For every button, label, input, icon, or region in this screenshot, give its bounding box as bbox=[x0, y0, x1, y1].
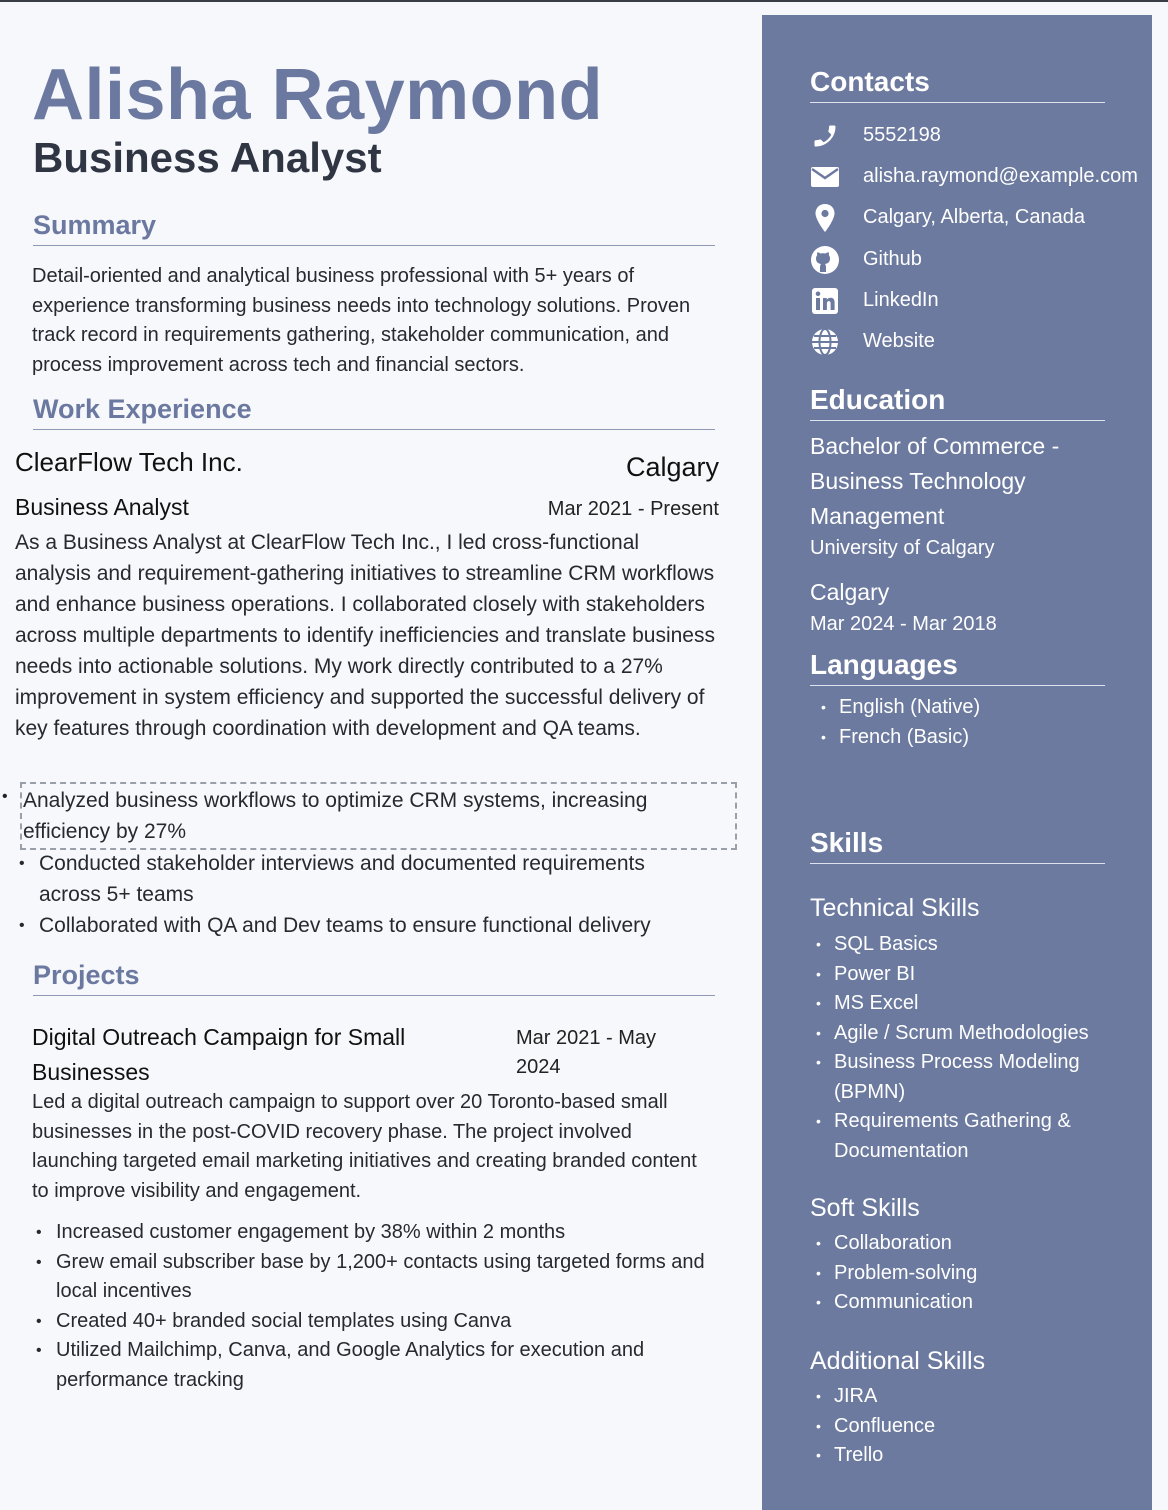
work-heading: Work Experience bbox=[33, 394, 715, 430]
contact-website-text: Website bbox=[863, 330, 935, 352]
envelope-icon bbox=[810, 162, 840, 192]
language-item: • English (Native) bbox=[815, 693, 980, 723]
top-divider bbox=[0, 0, 1168, 2]
work-company: ClearFlow Tech Inc. bbox=[15, 447, 243, 477]
technical-skills-list bbox=[810, 930, 1100, 1166]
work-bullet-2: • Conducted stakeholder interviews and documented requirements across 5+ teams bbox=[15, 848, 695, 910]
github-icon bbox=[810, 245, 840, 275]
technical-skills-heading: Technical Skills bbox=[810, 894, 980, 922]
education-dates: Mar 2024 - Mar 2018 bbox=[810, 613, 997, 635]
skill-item: • SQL Basics bbox=[810, 930, 1100, 960]
contact-location-text: Calgary, Alberta, Canada bbox=[863, 206, 1085, 228]
contact-linkedin[interactable] bbox=[810, 285, 939, 317]
contact-website[interactable] bbox=[810, 326, 935, 358]
soft-skills-heading: Soft Skills bbox=[810, 1194, 920, 1222]
project-bullet-1: • Increased customer engagement by 38% within 2 months bbox=[32, 1218, 712, 1248]
summary-heading: Summary bbox=[33, 210, 715, 246]
candidate-name: Alisha Raymond bbox=[32, 55, 604, 135]
map-pin-icon bbox=[810, 203, 840, 233]
skill-item: • Requirements Gathering & Documentation bbox=[810, 1107, 1100, 1166]
education-degree: Bachelor of Commerce - Business Technology Management bbox=[810, 433, 1060, 529]
education-location: Calgary bbox=[810, 579, 890, 605]
contact-location bbox=[810, 202, 1085, 234]
projects-heading: Projects bbox=[33, 960, 715, 996]
languages-list bbox=[815, 693, 980, 752]
contact-phone[interactable] bbox=[810, 120, 941, 152]
contact-email-text: alisha.raymond@example.com bbox=[863, 165, 1138, 187]
work-bullets bbox=[15, 848, 695, 941]
project-dates: Mar 2021 - May 2024 bbox=[516, 1027, 657, 1078]
education-heading: Education bbox=[810, 384, 1105, 421]
skill-item: • Power BI bbox=[810, 960, 1100, 990]
contact-email[interactable] bbox=[810, 161, 1138, 193]
globe-icon bbox=[810, 327, 840, 357]
candidate-title: Business Analyst bbox=[33, 134, 382, 181]
additional-skills-list bbox=[810, 1382, 1100, 1471]
skill-item: • Collaboration bbox=[810, 1229, 1100, 1259]
skill-item: • Trello bbox=[810, 1441, 1100, 1471]
languages-heading: Languages bbox=[810, 649, 1105, 686]
project-description: Led a digital outreach campaign to support over 20 Toronto-based small businesses in the post-COVID recovery phase. The project involved launching targeted email marketing initiatives and creating branded content to improve visibility and engagement. bbox=[32, 1091, 697, 1202]
work-bullet-dot: • bbox=[2, 788, 8, 805]
contact-phone-text: 5552198 bbox=[863, 124, 941, 146]
work-location: Calgary bbox=[625, 452, 719, 482]
language-item: • French (Basic) bbox=[815, 723, 980, 753]
skill-item: • JIRA bbox=[810, 1382, 1100, 1412]
skill-item: • MS Excel bbox=[810, 989, 1100, 1019]
project-bullet-3: • Created 40+ branded social templates using Canva bbox=[32, 1307, 712, 1337]
linkedin-icon bbox=[810, 286, 840, 316]
project-title: Digital Outreach Campaign for Small Businesses bbox=[32, 1024, 406, 1085]
skill-item: • Communication bbox=[810, 1288, 1100, 1318]
skill-item: • Business Process Modeling (BPMN) bbox=[810, 1048, 1100, 1107]
education-school: University of Calgary bbox=[810, 537, 995, 559]
contact-github-text: Github bbox=[863, 248, 922, 270]
additional-skills-heading: Additional Skills bbox=[810, 1347, 986, 1375]
summary-text: Detail-oriented and analytical business professional with 5+ years of experience transforming business needs into technology solutions. Proven track record in requirements gathering, stakeholder communication, and process improvement across tech and financial sectors. bbox=[32, 265, 691, 376]
contact-github[interactable] bbox=[810, 244, 922, 276]
skills-heading: Skills bbox=[810, 827, 1105, 864]
work-dates: Mar 2021 - Present bbox=[547, 498, 719, 520]
project-bullets bbox=[32, 1218, 712, 1395]
work-bullet-1: Analyzed business workflows to optimize CRM systems, increasing efficiency by 27% bbox=[23, 789, 648, 843]
work-description: As a Business Analyst at ClearFlow Tech Inc., I led cross-functional analysis and requirement-gathering initiatives to streamline CRM workflows and enhance business operations. I collaborated closely with stakeholders across multiple departments to identify inefficiencies and translate business needs into actionable solutions. My work directly contributed to a 27% improvement in system efficiency and supported the successful delivery of key features through coordination with development and QA teams. bbox=[15, 531, 715, 740]
skill-item: • Problem-solving bbox=[810, 1259, 1100, 1289]
contact-linkedin-text: LinkedIn bbox=[863, 289, 939, 311]
soft-skills-list bbox=[810, 1229, 1100, 1318]
phone-icon bbox=[810, 121, 840, 151]
project-bullet-4: • Utilized Mailchimp, Canva, and Google Analytics for execution and performance tracking bbox=[32, 1336, 712, 1395]
contacts-heading: Contacts bbox=[810, 66, 1105, 103]
work-bullet-3: • Collaborated with QA and Dev teams to ensure functional delivery bbox=[15, 910, 695, 941]
work-role: Business Analyst bbox=[15, 494, 189, 520]
skill-item: • Confluence bbox=[810, 1412, 1100, 1442]
project-bullet-2: • Grew email subscriber base by 1,200+ contacts using targeted forms and local incentives bbox=[32, 1248, 712, 1307]
skill-item: • Agile / Scrum Methodologies bbox=[810, 1019, 1100, 1049]
